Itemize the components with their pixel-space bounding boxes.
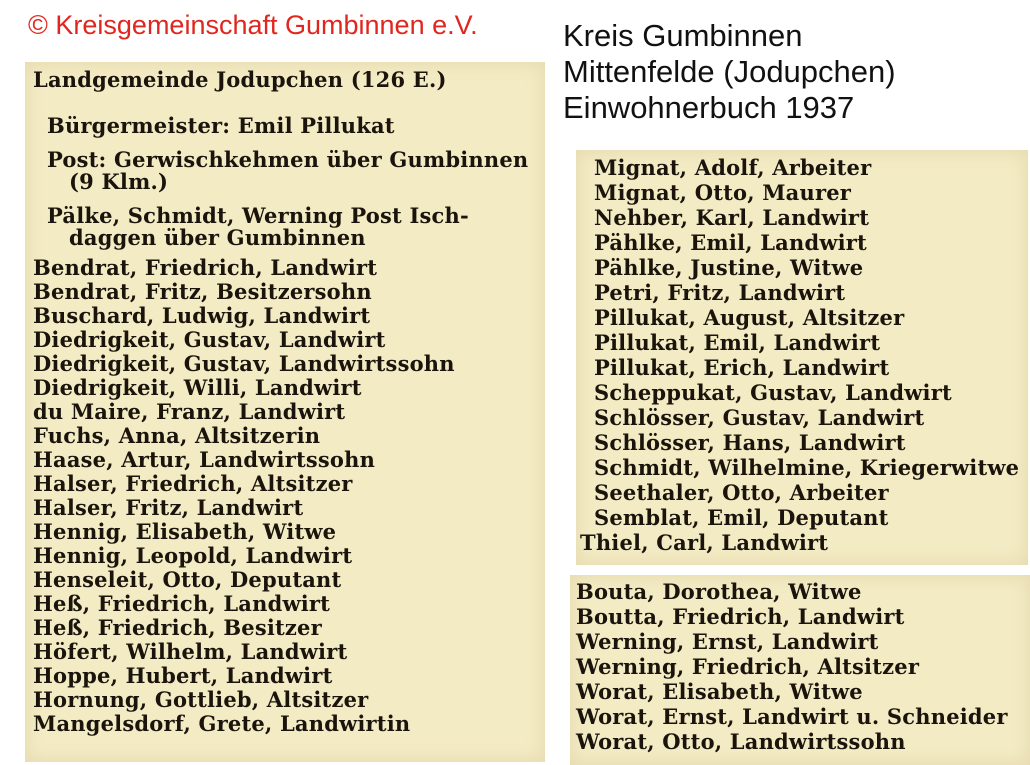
left-clipping: [25, 62, 545, 762]
list-item: Mignat, Adolf, Arbeiter: [594, 155, 872, 180]
list-item: Boutta, Friedrich, Landwirt: [576, 604, 905, 629]
list-item: Schlösser, Hans, Landwirt: [594, 430, 906, 455]
list-item: Hornung, Gottlieb, Altsitzer: [33, 687, 369, 712]
right-clipping-upper: [576, 150, 1028, 565]
title-line-directory: Einwohnerbuch 1937: [563, 90, 855, 125]
list-item: du Maire, Franz, Landwirt: [33, 399, 346, 424]
list-item: Heß, Friedrich, Landwirt: [33, 591, 331, 616]
list-item: Scheppukat, Gustav, Landwirt: [594, 380, 952, 405]
municipality-heading: Landgemeinde Jodupchen (126 E.): [33, 67, 447, 92]
title-line-village: Mittenfelde (Jodupchen): [563, 54, 896, 89]
list-item: Hoppe, Hubert, Landwirt: [33, 663, 333, 688]
list-item: Werning, Friedrich, Altsitzer: [576, 654, 920, 679]
list-item: Schlösser, Gustav, Landwirt: [594, 405, 925, 430]
list-item: Thiel, Carl, Landwirt: [580, 530, 829, 555]
right-clipping-lower: [570, 575, 1030, 765]
list-item: Hennig, Leopold, Landwirt: [33, 543, 353, 568]
list-item: Semblat, Emil, Deputant: [594, 505, 889, 530]
list-item: Fuchs, Anna, Altsitzerin: [33, 423, 321, 448]
post2-line-1: Pälke, Schmidt, Werning Post Isch-: [47, 203, 469, 228]
list-item: Höfert, Wilhelm, Landwirt: [33, 639, 348, 664]
list-item: Heß, Friedrich, Besitzer: [33, 615, 322, 640]
list-item: Halser, Friedrich, Altsitzer: [33, 471, 353, 496]
post-line-1: Post: Gerwischkehmen über Gumbinnen: [47, 147, 529, 172]
list-item: Nehber, Karl, Landwirt: [594, 205, 870, 230]
list-item: Petri, Fritz, Landwirt: [594, 280, 846, 305]
copyright-notice: © Kreisgemeinschaft Gumbinnen e.V.: [28, 10, 478, 40]
title-line-district: Kreis Gumbinnen: [563, 18, 803, 53]
page-title-block: [563, 18, 896, 126]
post-line-2: (9 Klm.): [69, 169, 169, 194]
list-item: Buschard, Ludwig, Landwirt: [33, 303, 371, 328]
list-item: Pillukat, August, Altsitzer: [594, 305, 905, 330]
list-item: Bendrat, Friedrich, Landwirt: [33, 255, 378, 280]
list-item: Pählke, Justine, Witwe: [594, 255, 864, 280]
list-item: Worat, Otto, Landwirtssohn: [576, 729, 906, 754]
list-item: Mignat, Otto, Maurer: [594, 180, 852, 205]
list-item: Schmidt, Wilhelmine, Kriegerwitwe: [594, 455, 1020, 480]
list-item: Haase, Artur, Landwirtssohn: [33, 447, 376, 472]
list-item: Werning, Ernst, Landwirt: [576, 629, 879, 654]
list-item: Seethaler, Otto, Arbeiter: [594, 480, 889, 505]
list-item: Mangelsdorf, Grete, Landwirtin: [33, 711, 411, 736]
list-item: Pillukat, Emil, Landwirt: [594, 330, 881, 355]
list-item: Hennig, Elisabeth, Witwe: [33, 519, 337, 544]
list-item: Halser, Fritz, Landwirt: [33, 495, 304, 520]
list-item: Henseleit, Otto, Deputant: [33, 567, 342, 592]
list-item: Diedrigkeit, Gustav, Landwirt: [33, 327, 386, 352]
list-item: Bouta, Dorothea, Witwe: [576, 579, 862, 604]
list-item: Bendrat, Fritz, Besitzersohn: [33, 279, 372, 304]
list-item: Diedrigkeit, Willi, Landwirt: [33, 375, 362, 400]
mayor-line: Bürgermeister: Emil Pillukat: [47, 113, 395, 138]
list-item: Worat, Elisabeth, Witwe: [576, 679, 863, 704]
list-item: Pählke, Emil, Landwirt: [594, 230, 867, 255]
list-item: Pillukat, Erich, Landwirt: [594, 355, 890, 380]
list-item: Diedrigkeit, Gustav, Landwirtssohn: [33, 351, 455, 376]
post2-line-2: daggen über Gumbinnen: [69, 225, 366, 250]
list-item: Worat, Ernst, Landwirt u. Schneider: [576, 704, 1008, 729]
